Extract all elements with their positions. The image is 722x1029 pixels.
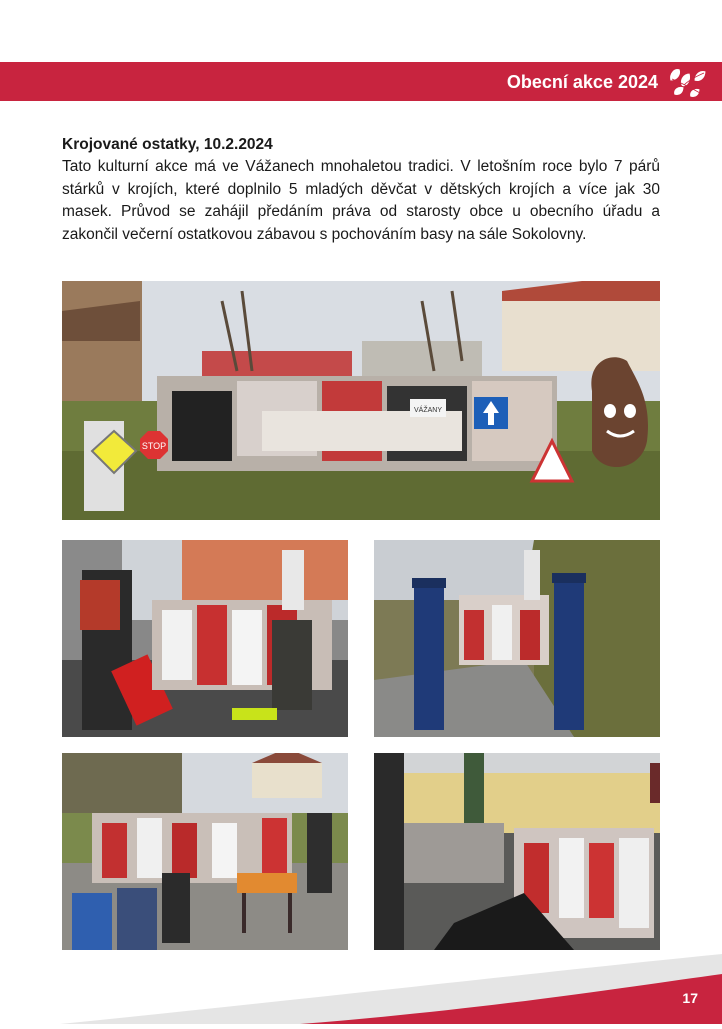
procession-photo-hill <box>374 540 660 737</box>
section-title: Obecní akce 2024 <box>506 72 658 92</box>
stop-sign-text: STOP <box>141 441 167 451</box>
procession-photo-street <box>62 540 348 737</box>
page-number: 17 <box>682 990 698 1006</box>
procession-photo-table <box>62 753 348 950</box>
footer-swoosh <box>0 940 722 1024</box>
group-photo <box>62 281 660 520</box>
article <box>62 134 660 246</box>
procession-photo-yard <box>374 753 660 950</box>
article-body: Tato kulturní akce má ve Vážanech mnohaletou tradici. V letošním roce bylo 7 párů stárků v krojích, které doplnilo 5 mladých děvčat v dětských krojích a více jak 30 masek. Průvod se zahájil předáním práva od starosty obce u obecního úřadu a zakončil večerní ostatkovou zábavou s pochováním basy na sále Sokolovny. <box>62 158 660 243</box>
village-sign-text: VÁŽANY <box>413 407 443 414</box>
leaf-ornament-icon <box>664 63 708 103</box>
article-title: Krojované ostatky, 10.2.2024 <box>62 136 273 153</box>
